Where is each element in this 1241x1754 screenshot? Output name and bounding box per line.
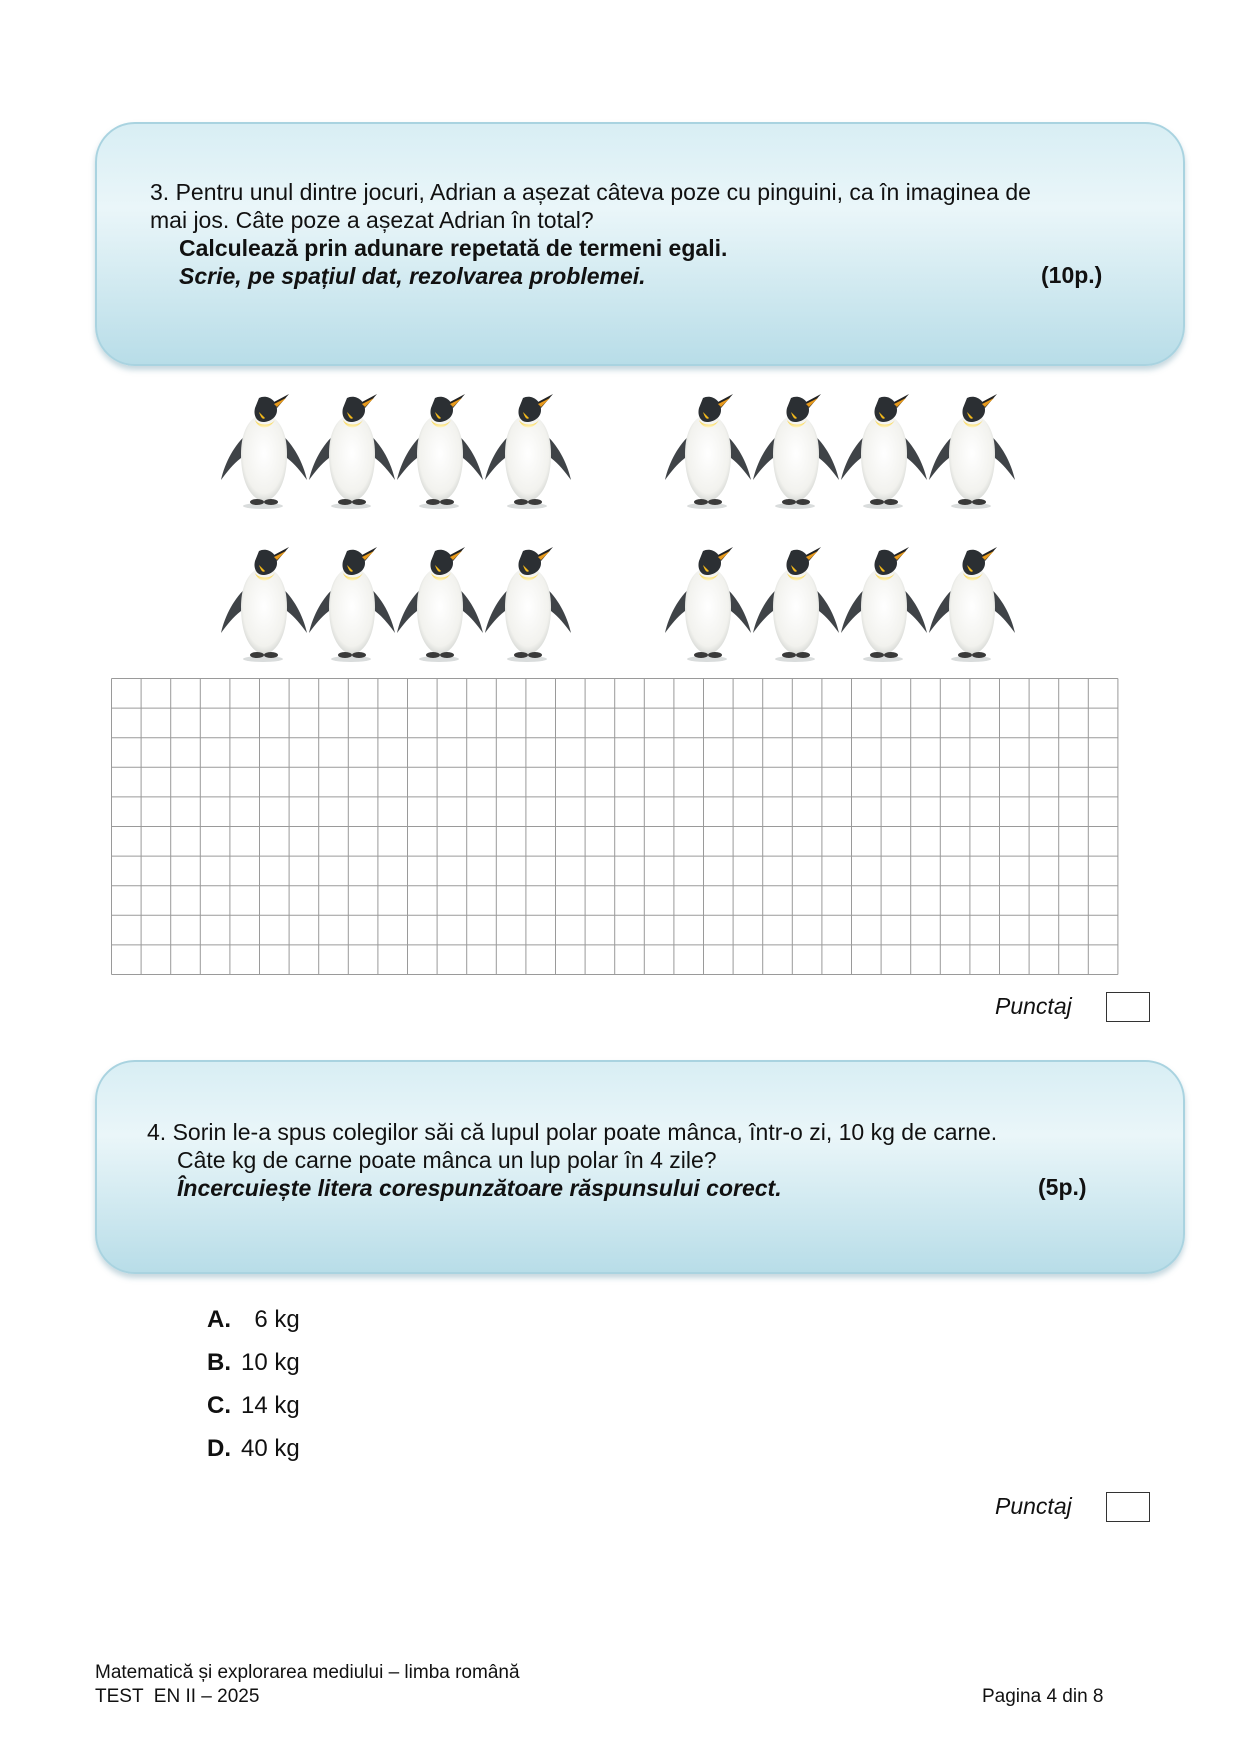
penguin-image bbox=[482, 392, 574, 510]
option-c[interactable] bbox=[207, 1392, 300, 1420]
option-a[interactable] bbox=[207, 1306, 300, 1334]
question-3-task: Scrie, pe spațiul dat, rezolvarea problemei. bbox=[179, 263, 646, 289]
question-4-text-line-2: Câte kg de carne poate mânca un lup polar în 4 zile? bbox=[177, 1147, 717, 1173]
footer-subject: Matematică și explorarea mediului – limba română bbox=[95, 1662, 520, 1683]
option-b-letter: B. bbox=[207, 1349, 231, 1376]
question-4-points: (5p.) bbox=[1038, 1174, 1087, 1200]
option-d[interactable] bbox=[207, 1435, 300, 1463]
option-d-letter: D. bbox=[207, 1435, 231, 1462]
penguin-image bbox=[838, 392, 930, 510]
question-4-score-label: Punctaj bbox=[995, 1493, 1072, 1519]
question-3-points: (10p.) bbox=[1041, 262, 1103, 288]
penguin-image bbox=[662, 545, 754, 663]
option-a-letter: A. bbox=[207, 1306, 231, 1333]
footer-page-number: Pagina 4 din 8 bbox=[982, 1686, 1104, 1707]
question-3-score-box[interactable] bbox=[1106, 992, 1150, 1022]
penguin-image bbox=[218, 392, 310, 510]
question-3-score-label: Punctaj bbox=[995, 993, 1072, 1019]
penguin-image bbox=[838, 545, 930, 663]
option-d-text: 40 kg bbox=[241, 1435, 300, 1462]
penguin-image bbox=[482, 545, 574, 663]
question-4-box bbox=[95, 1060, 1185, 1274]
option-b[interactable] bbox=[207, 1349, 300, 1377]
penguin-image bbox=[926, 545, 1018, 663]
penguin-image bbox=[306, 392, 398, 510]
penguin-image bbox=[394, 392, 486, 510]
question-3-instruction: Calculează prin adunare repetată de termeni egali. bbox=[179, 235, 728, 261]
penguin-image bbox=[926, 392, 1018, 510]
option-a-text: 6 kg bbox=[241, 1306, 300, 1333]
penguin-image bbox=[662, 392, 754, 510]
question-3-box bbox=[95, 122, 1185, 366]
question-4-score-box[interactable] bbox=[1106, 1492, 1150, 1522]
penguin-image bbox=[750, 392, 842, 510]
question-3-text-line-2: mai jos. Câte poze a așezat Adrian în total? bbox=[150, 207, 594, 233]
penguin-image bbox=[218, 545, 310, 663]
option-c-text: 14 kg bbox=[241, 1392, 300, 1419]
penguin-image bbox=[394, 545, 486, 663]
penguin-image bbox=[750, 545, 842, 663]
option-c-letter: C. bbox=[207, 1392, 231, 1419]
question-4-text-line-1: 4. Sorin le-a spus colegilor săi că lupul polar poate mânca, într-o zi, 10 kg de carne. bbox=[147, 1119, 998, 1145]
option-b-text: 10 kg bbox=[241, 1349, 300, 1376]
answer-grid[interactable] bbox=[111, 678, 1120, 976]
question-3-text-line-1: 3. Pentru unul dintre jocuri, Adrian a așezat câteva poze cu pinguini, ca în imaginea de bbox=[150, 179, 1031, 205]
question-4-task: Încercuiește litera corespunzătoare răspunsului corect. bbox=[177, 1175, 782, 1201]
penguin-image bbox=[306, 545, 398, 663]
footer-test: TEST EN II – 2025 bbox=[95, 1686, 260, 1707]
